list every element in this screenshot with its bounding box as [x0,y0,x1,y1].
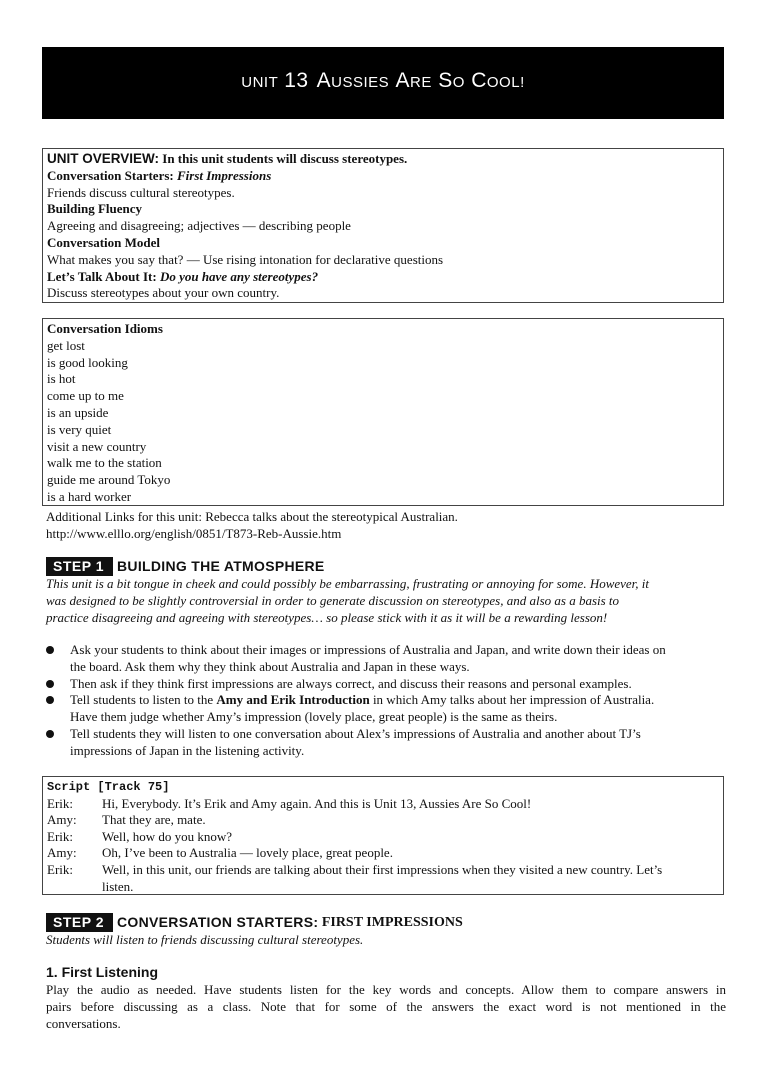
step1-intro [46,576,726,626]
conversation-starters-label: Conversation Starters: [47,167,174,183]
script-text: listen. [102,878,134,894]
step2-subtitle: FIRST IMPRESSIONS [321,915,463,930]
step2-intro: Students will listen to friends discussing cultural stereotypes. [46,932,364,947]
bullet-item [46,692,726,726]
bullet-text: Ask your students to think about their images or impressions of Australia and Japan, and write down their ideas on [70,642,666,657]
title-letter: A [316,69,332,92]
script-text: Well, in this unit, our friends are talking about their first impressions when they visited a new country. Let’s [102,861,663,877]
bullet-text: Have them judge whether Amy’s impression (lovely place, great people) is the same as theirs. [70,709,558,725]
idiom-item: walk me to the station [47,455,162,471]
script-text: That they are, mate. [102,812,206,828]
idiom-item: is very quiet [47,421,112,437]
title-letter: S [438,69,453,92]
idiom-item: is an upside [47,404,109,420]
step1-bullet-list [46,642,726,760]
overview-heading: UNIT OVERVIEW: [47,151,160,166]
idiom-item: visit a new country [47,438,147,454]
script-text: Hi, Everybody. It’s Erik and Amy again. And this is Unit 13, Aussies Are So Cool! [102,795,532,811]
bullet-dot-icon [46,730,54,738]
script-speaker: Erik: [47,828,73,844]
step2-title: CONVERSATION STARTERS: [117,914,319,930]
bullet-item [46,676,726,693]
additional-links-url[interactable]: http://www.elllo.org/english/0851/T873-Reb-Aussie.htm [46,525,342,541]
script-line [47,829,719,846]
idioms-heading: Conversation Idioms [47,321,163,336]
script-text: Oh, I’ve been to Australia — lovely place, great people. [102,845,393,861]
step2-badge: STEP 2 [46,913,113,932]
title-letter: A [395,69,410,92]
title-smallcaps: RE [410,74,432,91]
conversation-starters-desc: Friends discuss cultural stereotypes. [47,184,235,200]
unit-title [42,69,724,93]
lets-talk-label: Let’s Talk About It: [47,268,157,284]
title-letter: C [471,69,487,92]
bullet-text: impressions of Japan in the listening activity. [70,742,305,758]
bullet-text: Tell students to listen to the [70,692,217,708]
step1-badge: STEP 1 [46,557,113,576]
bullet-text: the board. Ask them why they think about Australia and Japan in these ways. [70,658,470,674]
lets-talk-title: Do you have any stereotypes? [159,268,319,284]
step2-heading [46,913,463,932]
unit-overview-box [42,148,724,303]
idiom-item: is good looking [47,354,128,370]
script-text: Well, how do you know? [102,828,233,844]
bullet-bold-text: Amy and Erik Introduction [216,692,370,708]
script-speaker: Erik: [47,795,73,811]
script-title: Script [Track 75] [47,780,170,794]
step1-intro-line: This unit is a bit tongue in cheek and could possibly be embarrassing, frustrating or annoying for some. However, it [46,576,650,591]
step1-intro-line: practice disagreeing and agreeing with stereotypes… so please stick with it as it will be a rewarding lesson! [46,609,608,625]
bullet-dot-icon [46,646,54,654]
bullet-text: in which Amy talks about her impression of Australia. [369,692,655,708]
lets-talk-desc: Discuss stereotypes about your own country. [47,285,280,301]
listening-line: conversations. [46,1015,121,1031]
unit-number: 13 [284,69,309,92]
bullet-text: Then ask if they think first impressions are always correct, and discuss their reasons and personal examples. [70,675,632,691]
idiom-item: is a hard worker [47,488,132,504]
title-smallcaps: OOL! [486,74,525,91]
script-line [47,796,719,813]
unit-title-bar [42,47,724,119]
script-line [47,812,719,829]
step1-intro-line: was designed to be slightly controversial in order to generate discussion on stereotypes, and also as a basis to [46,592,620,608]
building-fluency-desc: Agreeing and disagreeing; adjectives — describing people [47,218,351,234]
title-smallcaps: USSIES [331,74,390,91]
bullet-dot-icon [46,680,54,688]
idiom-item: is hot [47,371,76,387]
idiom-item: get lost [47,337,85,353]
listening-line: pairs before discussing as a class. Note that for some of the answers the exact word is not mentioned in the [46,998,726,1014]
conversation-idioms-box [42,318,724,506]
idiom-item: come up to me [47,388,124,404]
bullet-item [46,726,726,760]
conversation-starters-title: First Impressions [176,167,272,183]
title-smallcaps: O [452,74,465,91]
bullet-item [46,642,726,676]
script-line [47,862,719,895]
first-listening-heading: 1. First Listening [46,964,159,980]
additional-links [46,509,726,543]
building-fluency-label: Building Fluency [47,201,142,217]
overview-summary: In this unit students will discuss stereotypes. [162,151,408,166]
script-line [47,845,719,862]
unit-word: UNIT [241,74,279,91]
additional-links-text: Additional Links for this unit: Rebecca talks about the stereotypical Australian. [46,509,458,524]
conversation-model-label: Conversation Model [47,234,161,250]
script-speaker: Amy: [47,812,77,828]
bullet-text: Tell students they will listen to one conversation about Alex’s impressions of Australia and another about TJ’s [70,725,641,741]
script-box [42,776,724,895]
idiom-item: guide me around Tokyo [47,472,171,488]
conversation-model-desc: What makes you say that? — Use rising intonation for declarative questions [47,251,444,267]
first-listening-text [46,982,726,1032]
script-speaker: Erik: [47,861,73,877]
listening-line: Play the audio as needed. Have students listen for the key words and concepts. Allow them to compare answers in [46,982,726,997]
step1-heading [46,557,325,576]
step1-title: BUILDING THE ATMOSPHERE [117,558,325,574]
script-speaker: Amy: [47,845,77,861]
bullet-dot-icon [46,696,54,704]
